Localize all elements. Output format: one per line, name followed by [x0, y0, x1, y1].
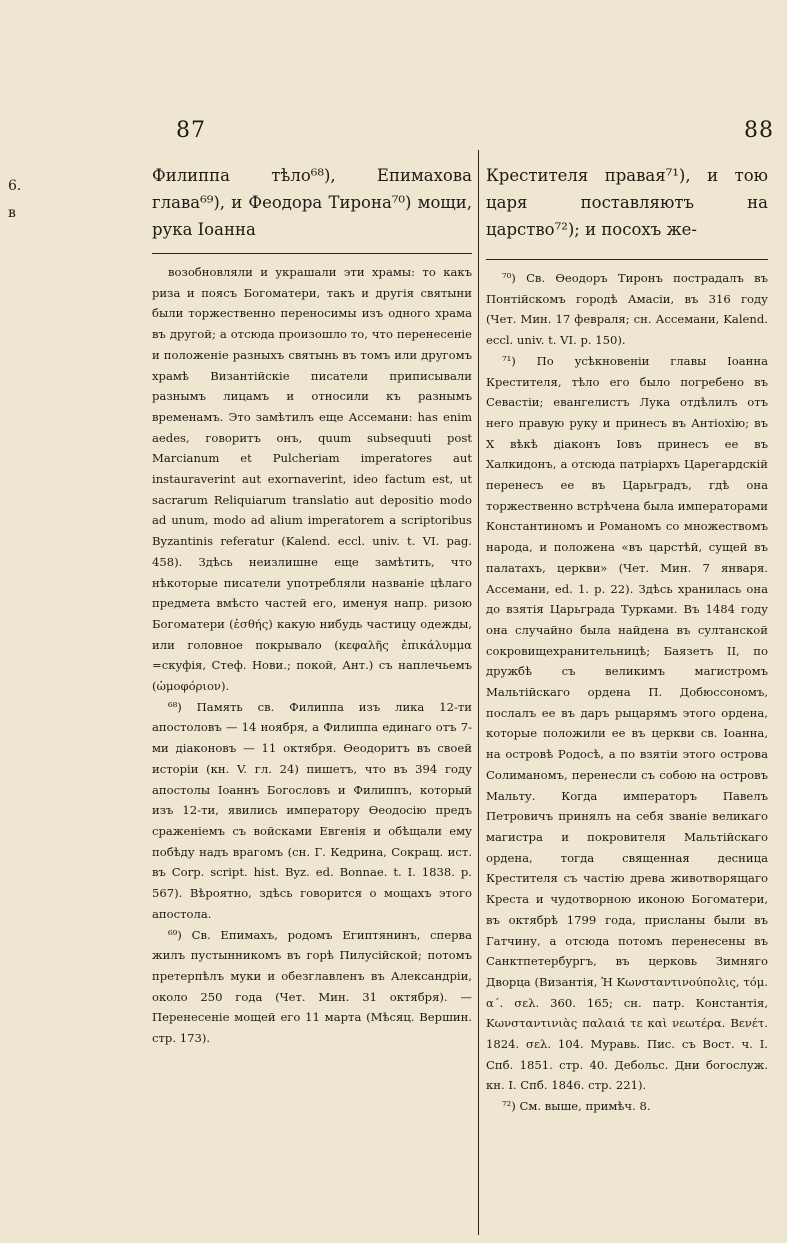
- footnote-72: ⁷²) См. выше, примѣч. 8.: [502, 1099, 651, 1114]
- page-number-right: 88: [744, 118, 774, 143]
- left-column: [152, 162, 472, 1049]
- main-notes-separator-right: [486, 259, 768, 260]
- main-notes-separator-left: [152, 253, 472, 254]
- main-text-left: Филиппа тѣло⁶⁸), Епимахова глава⁶⁹), и Феодора Тирона⁷⁰) мощи, рука Іоанна: [152, 166, 472, 239]
- footnote-69: ⁶⁹) Св. Епимахъ, родомъ Египтянинъ, сперва жилъ пустынникомъ въ горѣ Пилусійской; потомъ претерпѣлъ муки и обезглавленъ въ Александріи, около 250 года (Чет. Мин. 31 октября). — Перенесеніе мощей его 11 марта (Мѣсяц. Вершин. стр. 173).: [152, 927, 472, 1046]
- footnote-continuation: возобновляли и украшали эти храмы: то какъ риза и поясъ Богоматери, такъ и другія святыни были торжественно переносимы изъ одного храма въ другой; а отсюда произошло то, что перенесеніе и положеніе разныхъ святынь въ томъ или другомъ храмѣ Византійскіе писатели приписывали разнымъ лицамъ и относили къ разнымъ временамъ. Это замѣтилъ еще Ассемани: has enim aedes, говоритъ онъ, quum subsequuti post Marcianum et Pulcheriam imperatores aut instauraverint aut exornaverint, ideo factum est, ut sacrarum Reliquiarum translatio aut depositio modo ad unum, modo ad alium imperatorem a scriptoribus Byzantinis referatur (Kalend. eccl. univ. t. VI. pag. 458). Здѣсь неизлишне еще замѣтить, что нѣкоторые писатели употребляли названіе цѣлаго предмета вмѣсто частей его, именуя напр. ризою Богоматери (ἐσθής) какую нибудь частицу одежды, или головное покрывало (κεφαλῆς ἐπικάλυμμα =скуфія, Стеф. Нови.; покой, Ант.) съ наплечьемъ (ὠμοφόριον).: [152, 265, 472, 694]
- footnote-70: ⁷⁰) Св. Ѳеодоръ Тиронъ пострадалъ въ Понтійскомъ городѣ Амасіи, въ 316 году (Чет. Мин. 17 февраля; сн. Ассемани, Kalend. eccl. univ. t. VI. p. 150).: [486, 271, 768, 348]
- column-divider: [478, 150, 479, 1235]
- footnote-68: ⁶⁸) Память св. Филиппа изъ лика 12-ти апостоловъ — 14 ноября, а Филиппа единаго отъ 7-ми діаконовъ — 11 октября. Ѳеодоритъ въ своей исторіи (кн. V. гл. 24) пишетъ, что въ 394 году апостолы Іоаннъ Богословъ и Филиппъ, который изъ 12-ти, явились императору Ѳеодосію предъ сраженіемъ съ войсками Евгенія и обѣщали ему побѣду надъ врагомъ (сн. Г. Кедрина, Сокращ. ист. въ Corp. script. hist. Byz. ed. Bonnae. t. I. 1838. p. 567). Вѣроятно, здѣсь говорится о мощахъ этого апостола.: [152, 699, 472, 921]
- footnotes-left: [152, 262, 472, 1049]
- footnote-71: ⁷¹) По усѣкновеніи главы Іоанна Крестителя, тѣло его было погребено въ Севастіи; евангелистъ Лука отдѣлилъ отъ него правую руку и принесъ въ Антіохію; въ X вѣкѣ діаконъ Іовъ принесъ ее въ Халкидонъ, а отсюда патріархъ Царегардскій перенесъ ее въ Царьградъ, гдѣ она торжественно встрѣчена была императорами Константиномъ и Романомъ со множествомъ народа, и положена «въ царстѣй, сущей въ палатахъ, церкви» (Чет. Мин. 7 января. Ассемани, ed. 1. р. 22). Здѣсь хранилась она до взятія Царьграда Турками. Въ 1484 году она случайно была найдена въ султанской сокровищехранительницѣ; Баязетъ II, по дружбѣ съ великимъ магистромъ Мальтійскаго ордена П. Добюссономъ, послалъ ее въ даръ рыцарямъ этого ордена, которые положили ее въ церкви св. Іоанна, на островѣ Родосѣ, а по взятіи этого острова Солиманомъ, перенесли съ собою на островъ Мальту. Когда императоръ Павелъ Петровичъ принялъ на себя званіе великаго магистра и покровителя Мальтійскаго ордена, тогда священная десница Крестителя съ частію древа животворящаго Креста и чудотворною иконою Богоматери, въ октябрѣ 1799 года, присланы были въ Гатчину, а отсюда потомъ перенесены въ Санктпетербургъ, въ церковь Зимняго Дворца (Византія, Ἡ Κωνσταντινούπολις, τόμ. α΄. σελ. 360. 165; сн. патр. Константія, Κωνσταντινιὰς παλαιά τε καὶ νεωτέρα. Βενέτ. 1824. σελ. 104. Муравь. Пис. съ Вост. ч. I. Спб. 1851. стр. 40. Дебольс. Дни богослуж. кн. I. Спб. 1846. стр. 221).: [486, 353, 768, 1093]
- main-text-marker: 6. в: [8, 178, 22, 221]
- main-text-right: Крестителя правая⁷¹), и тою царя поставляютъ на царство⁷²); и посохъ же-: [486, 166, 768, 239]
- right-column: [486, 162, 768, 1117]
- page-number-left: 87: [176, 118, 206, 143]
- footnotes-right: [486, 268, 768, 1117]
